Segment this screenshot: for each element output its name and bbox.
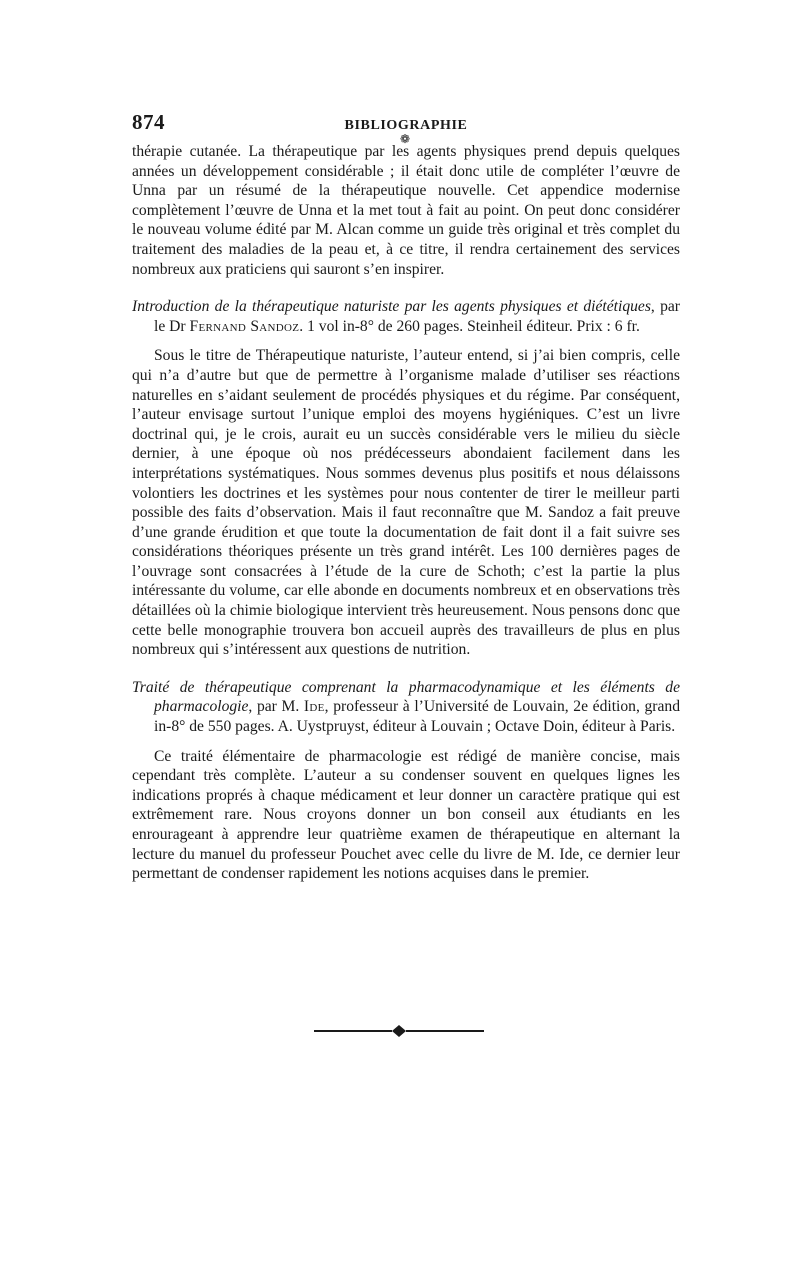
book-author: Ide [303, 698, 325, 716]
page-number: 874 [132, 110, 165, 134]
author-prefix: , par le Dr [154, 298, 680, 335]
book-page [132, 110, 680, 884]
running-title: BIBLIOGRAPHIE [344, 118, 468, 133]
book-reference [132, 678, 680, 737]
author-prefix: , par M. [248, 698, 304, 716]
continued-paragraph: thérapie cutanée. La thérapeutique par les agents physiques prend depuis quelques années un développement considérable ; il était donc utile de compléter l’œuvre de Unna par un résumé de la thérapeutique nouvelle. Cet appendice modernise complètement l’œuvre de Unna et la met tout à fait au point. On peut donc considérer le nouveau volume édité par M. Alcan comme un guide très original et très complet du traitement des maladies de la peau et, à ce titre, il rendra certainement des services nombreux aux praticiens qui sauront s’en inspirer. [132, 143, 680, 278]
book-title: Introduction de la thérapeutique naturiste par les agents physiques et diététiques [132, 298, 651, 316]
book-details: , professeur à l’Université de Louvain, 2e édition, grand in-8° de 550 pages. A. Uystpruyst, éditeur à Louvain ; Octave Doin, éditeur à Paris. [154, 698, 680, 736]
end-ornament-icon [314, 1025, 484, 1037]
book-review: Sous le titre de Thérapeutique naturiste, l’auteur entend, si j’ai bien compris, celle qui n’a d’autre but que de permettre à l’organisme malade d’utiliser ses réactions naturelles en s’aidant seulement de procédés physiques et du régime. Par conséquent, l’auteur envisage surtout l’unique emploi des moyens hygiéniques. C’est un livre doctrinal qui, je le crois, aurait eu un succès considérable vers le milieu du siècle dernier, à une époque où nos prédécesseurs abondaient facilement dans les interprétations systématiques. Nous sommes devenus plus positifs et nous délaissons volontiers les doctrines et les systèmes pour nous contenter de tirer le meilleur parti possible des faits d’observation. Mais il faut reconnaître que M. Sandoz a fait preuve d’une grande érudition et que toute la documentation de fait dont il a fait suivre ses considérations théoriques présente un très grand intérêt. Les 100 dernières pages de l’ouvrage sont consacrées à l’étude de la cure de Schoth; c’est la partie la plus intéressante du volume, car elle abonde en documents nombreux et en observations très détaillées où la chimie biologique intervient très heureusement. Nous pensons donc que cette belle monographie trouvera bon accueil auprès des travailleurs de plus en plus nombreux qui s’intéressent aux questions de nutrition. [132, 347, 680, 659]
book-title: Traité de thérapeutique comprenant la pharmacodynamique et les éléments de pharmacologie [132, 678, 680, 716]
printer-mark-icon: ❁ [400, 132, 411, 146]
book-author: Fernand Sandoz [189, 317, 300, 335]
book-details: . 1 vol in-8° de 260 pages. Steinheil éditeur. Prix : 6 fr. [299, 317, 640, 335]
book-reference [132, 297, 680, 336]
book-review: Ce traité élémentaire de pharmacologie est rédigé de manière concise, mais cependant très complète. L’auteur a su condenser souvent en quelques lignes les indications proprés à chaque médicament et leur donner un caractère pratique qui est extrêmement rare. Nous croyons donner un bon conseil aux étudiants en les enrourageant à apprendre leur quatrième examen de thérapeutique en alternant la lecture du manuel du professeur Pouchet avec celle du livre de M. Ide, ce dernier leur permettant de condenser rapidement les notions acquises dans le premier. [132, 747, 680, 883]
page-header [132, 110, 680, 146]
